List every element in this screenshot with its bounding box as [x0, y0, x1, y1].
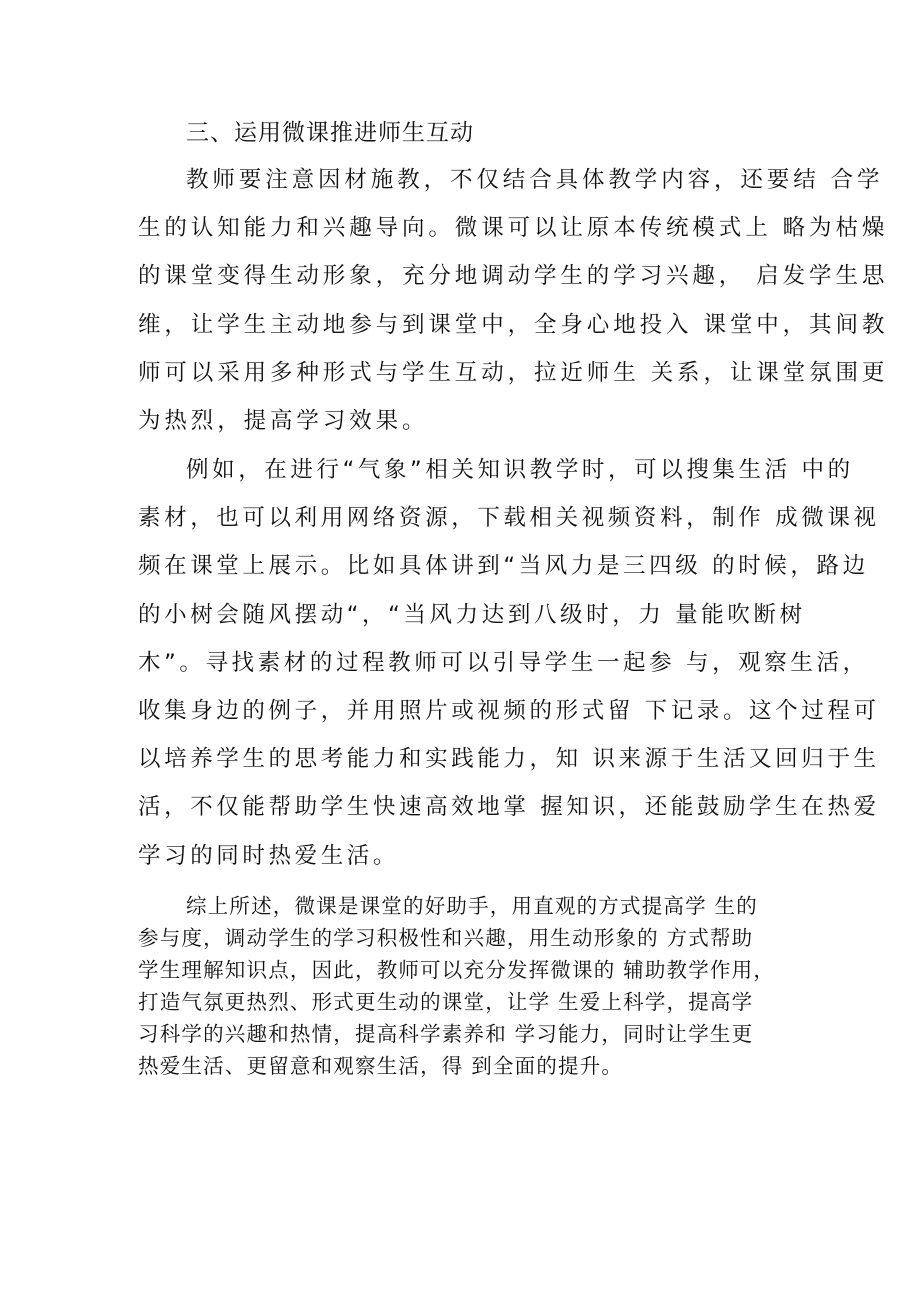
paragraph-line: 习科学的兴趣和热情，提高科学素养和 学习能力，同时让学生更	[138, 1022, 754, 1046]
paragraph-line: 活，不仅能帮助学生快速高效地掌 握知识，还能鼓励学生在热爱	[138, 794, 880, 820]
paragraph-line: 为热烈，提高学习效果。	[138, 408, 429, 434]
paragraph-line: 木”。寻找素材的过程教师可以引导学生一起参 与，观察生活，	[138, 650, 869, 676]
paragraph-line: 维，让学生主动地参与到课堂中，全身心地投入 课堂中，其间教	[138, 312, 889, 338]
paragraph-line: 教师要注意因材施教，不仅结合具体教学内容，还要结 合学	[186, 167, 884, 193]
paragraph-line: 素材，也可以利用网络资源，下载相关视频资料，制作 成微课视	[138, 505, 880, 531]
section-heading: 三、运用微课推进师生互动	[186, 120, 474, 146]
paragraph-line: 参与度，调动学生的学习积极性和兴趣，用生动形象的 方式帮助	[138, 926, 754, 950]
paragraph-line: 打造气氛更热烈、形式更生动的课堂，让学 生爱上科学，提高学	[138, 990, 754, 1014]
paragraph-line: 师可以采用多种形式与学生互动，拉近师生 关系，让课堂氛围更	[138, 360, 889, 386]
paragraph-line: 例如，在进行“气象”相关知识教学时，可以搜集生活 中的	[186, 457, 854, 483]
paragraph-line: 学习的同时热爱生活。	[138, 843, 400, 869]
paragraph-line: 热爱生活、更留意和观察生活，得 到全面的提升。	[138, 1054, 624, 1078]
paragraph-line: 学生理解知识点，因此，教师可以充分发挥微课的 辅助教学作用，	[138, 958, 776, 982]
paragraph-line: 的课堂变得生动形象，充分地调动学生的学习兴趣， 启发学生思	[138, 263, 889, 289]
paragraph-line: 生的认知能力和兴趣导向。微课可以让原本传统模式上 略为枯燥	[138, 215, 889, 241]
paragraph-line: 频在课堂上展示。比如具体讲到“当风力是三四级 的时候，路边	[138, 553, 869, 579]
paragraph-line: 的小树会随风摆动“，“当风力达到八级时，力 量能吹断树	[138, 602, 806, 628]
paragraph-line: 以培养学生的思考能力和实践能力，知 识来源于生活又回归于生	[138, 746, 880, 772]
paragraph-line: 综上所述，微课是课堂的好助手，用直观的方式提高学 生的	[186, 894, 758, 918]
paragraph-line: 收集身边的例子，并用照片或视频的形式留 下记录。这个过程可	[138, 698, 880, 724]
